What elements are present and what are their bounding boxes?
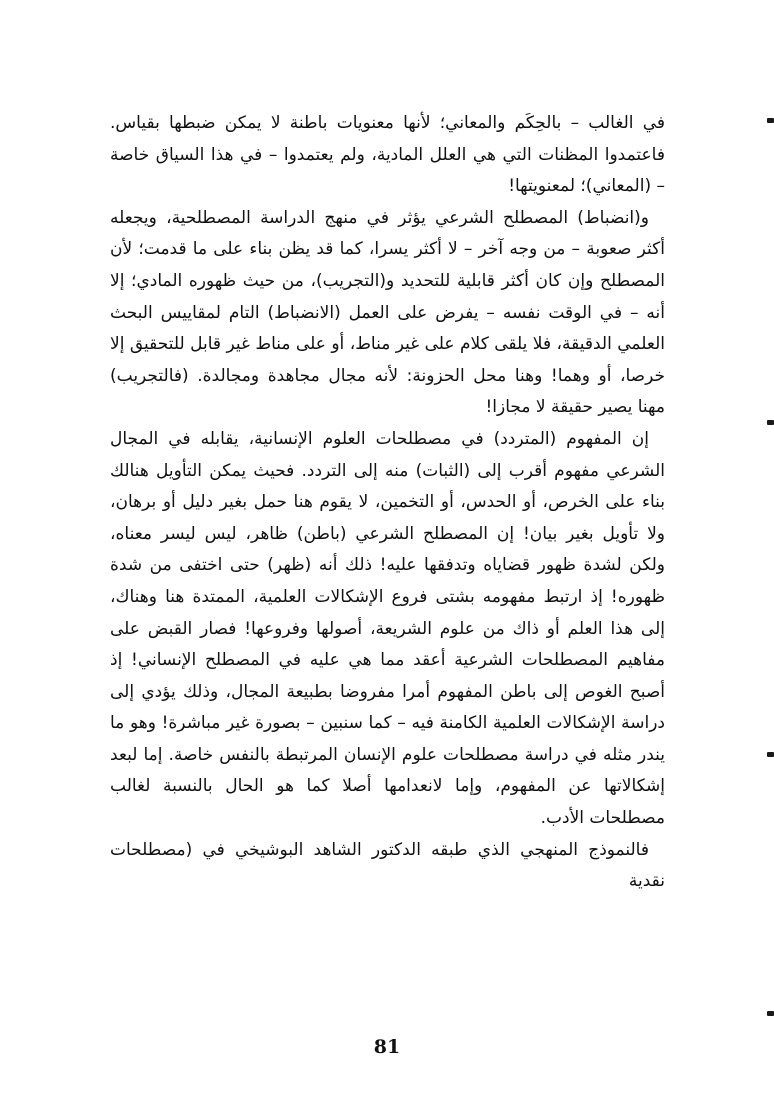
paragraph: إن المفهوم (المتردد) في مصطلحات العلوم الإنسانية، يقابله في المجال الشرعي مفهوم أقرب إلى (الثبات) منه إلى التردد. فحيث يمكن التأويل هنالك بناء على الخرص، أو الحدس، أو التخمين، لا يقوم هنا حمل بغير دليل أو برهان، ولا تأويل بغير بيان! إن المصطلح الشرعي (باطن) ظاهر، ليس ليسر معناه، ولكن لشدة ظهور قضاياه وتدفقها عليه! ذلك أنه (ظهر) حتى اختفى من شدة ظهوره! إذ ارتبط مفهومه بشتى فروع الإشكالات العلمية، الممتدة هنا وهناك، إلى هذا العلم أو ذاك من علوم الشريعة، أصولها وفروعها! فصار القبض على مفاهيم المصطلحات الشرعية أعقد مما هي عليه في المصطلح الإنساني! إذ أصبح الغوص إلى باطن المفهوم أمرا مفروضا بطبيعة المجال، وذلك يؤدي إلى دراسة الإشكالات العلمية الكامنة فيه – كما سنبين – بصورة غير مباشرة! وهو ما يندر مثله في دراسة مصطلحات علوم الإنسان المرتبطة بالنفس خاصة. إما لبعد إشكالاتها عن المفهوم، وإما لانعدامها أصلا كما هو الحال بالنسبة لغالب مصطلحات الأدب. [110,428,665,829]
page-number: 81 [373,1036,401,1058]
paragraph: في الغالب – بالحِكَم والمعاني؛ لأنها معنويات باطنة لا يمكن ضبطها بقياس. فاعتمدوا المظنات التي هي العلل المادية، ولم يعتمدوا – في هذا السياق خاصة – (المعاني)؛ لمعنويتها! [110,113,665,197]
paragraph: و(انضباط) المصطلح الشرعي يؤثر في منهج الدراسة المصطلحية، ويجعله أكثر صعوبة – من وجه آخر – لا أكثر يسرا، كما قد يظن بناء على ما قدمت؛ لأن المصطلح وإن كان أكثر قابلية للتحديد و(التجريب)، من حيث ظهوره المادي؛ إلا أنه – في الوقت نفسه – يفرض على العمل (الانضباط) التام لمقاييس البحث العلمي الدقيقة، فلا يلقى كلام على غير مناط، أو على مناط غير قابل للتحقيق إلا خرصا، أو وهما! وهنا محل الحزونة: لأنه مجال مجاهدة ومجالدة. (فالتجريب) مهنا يصير حقيقة لا مجازا! [110,207,665,418]
edge-mark [767,420,774,425]
edge-mark [767,752,774,757]
paragraph: فالنموذج المنهجي الذي طبقه الدكتور الشاهد البوشيخي في (مصطلحات نقدية [110,839,665,892]
edge-mark [767,118,774,123]
body-text [110,108,665,898]
edge-mark [767,1011,774,1016]
